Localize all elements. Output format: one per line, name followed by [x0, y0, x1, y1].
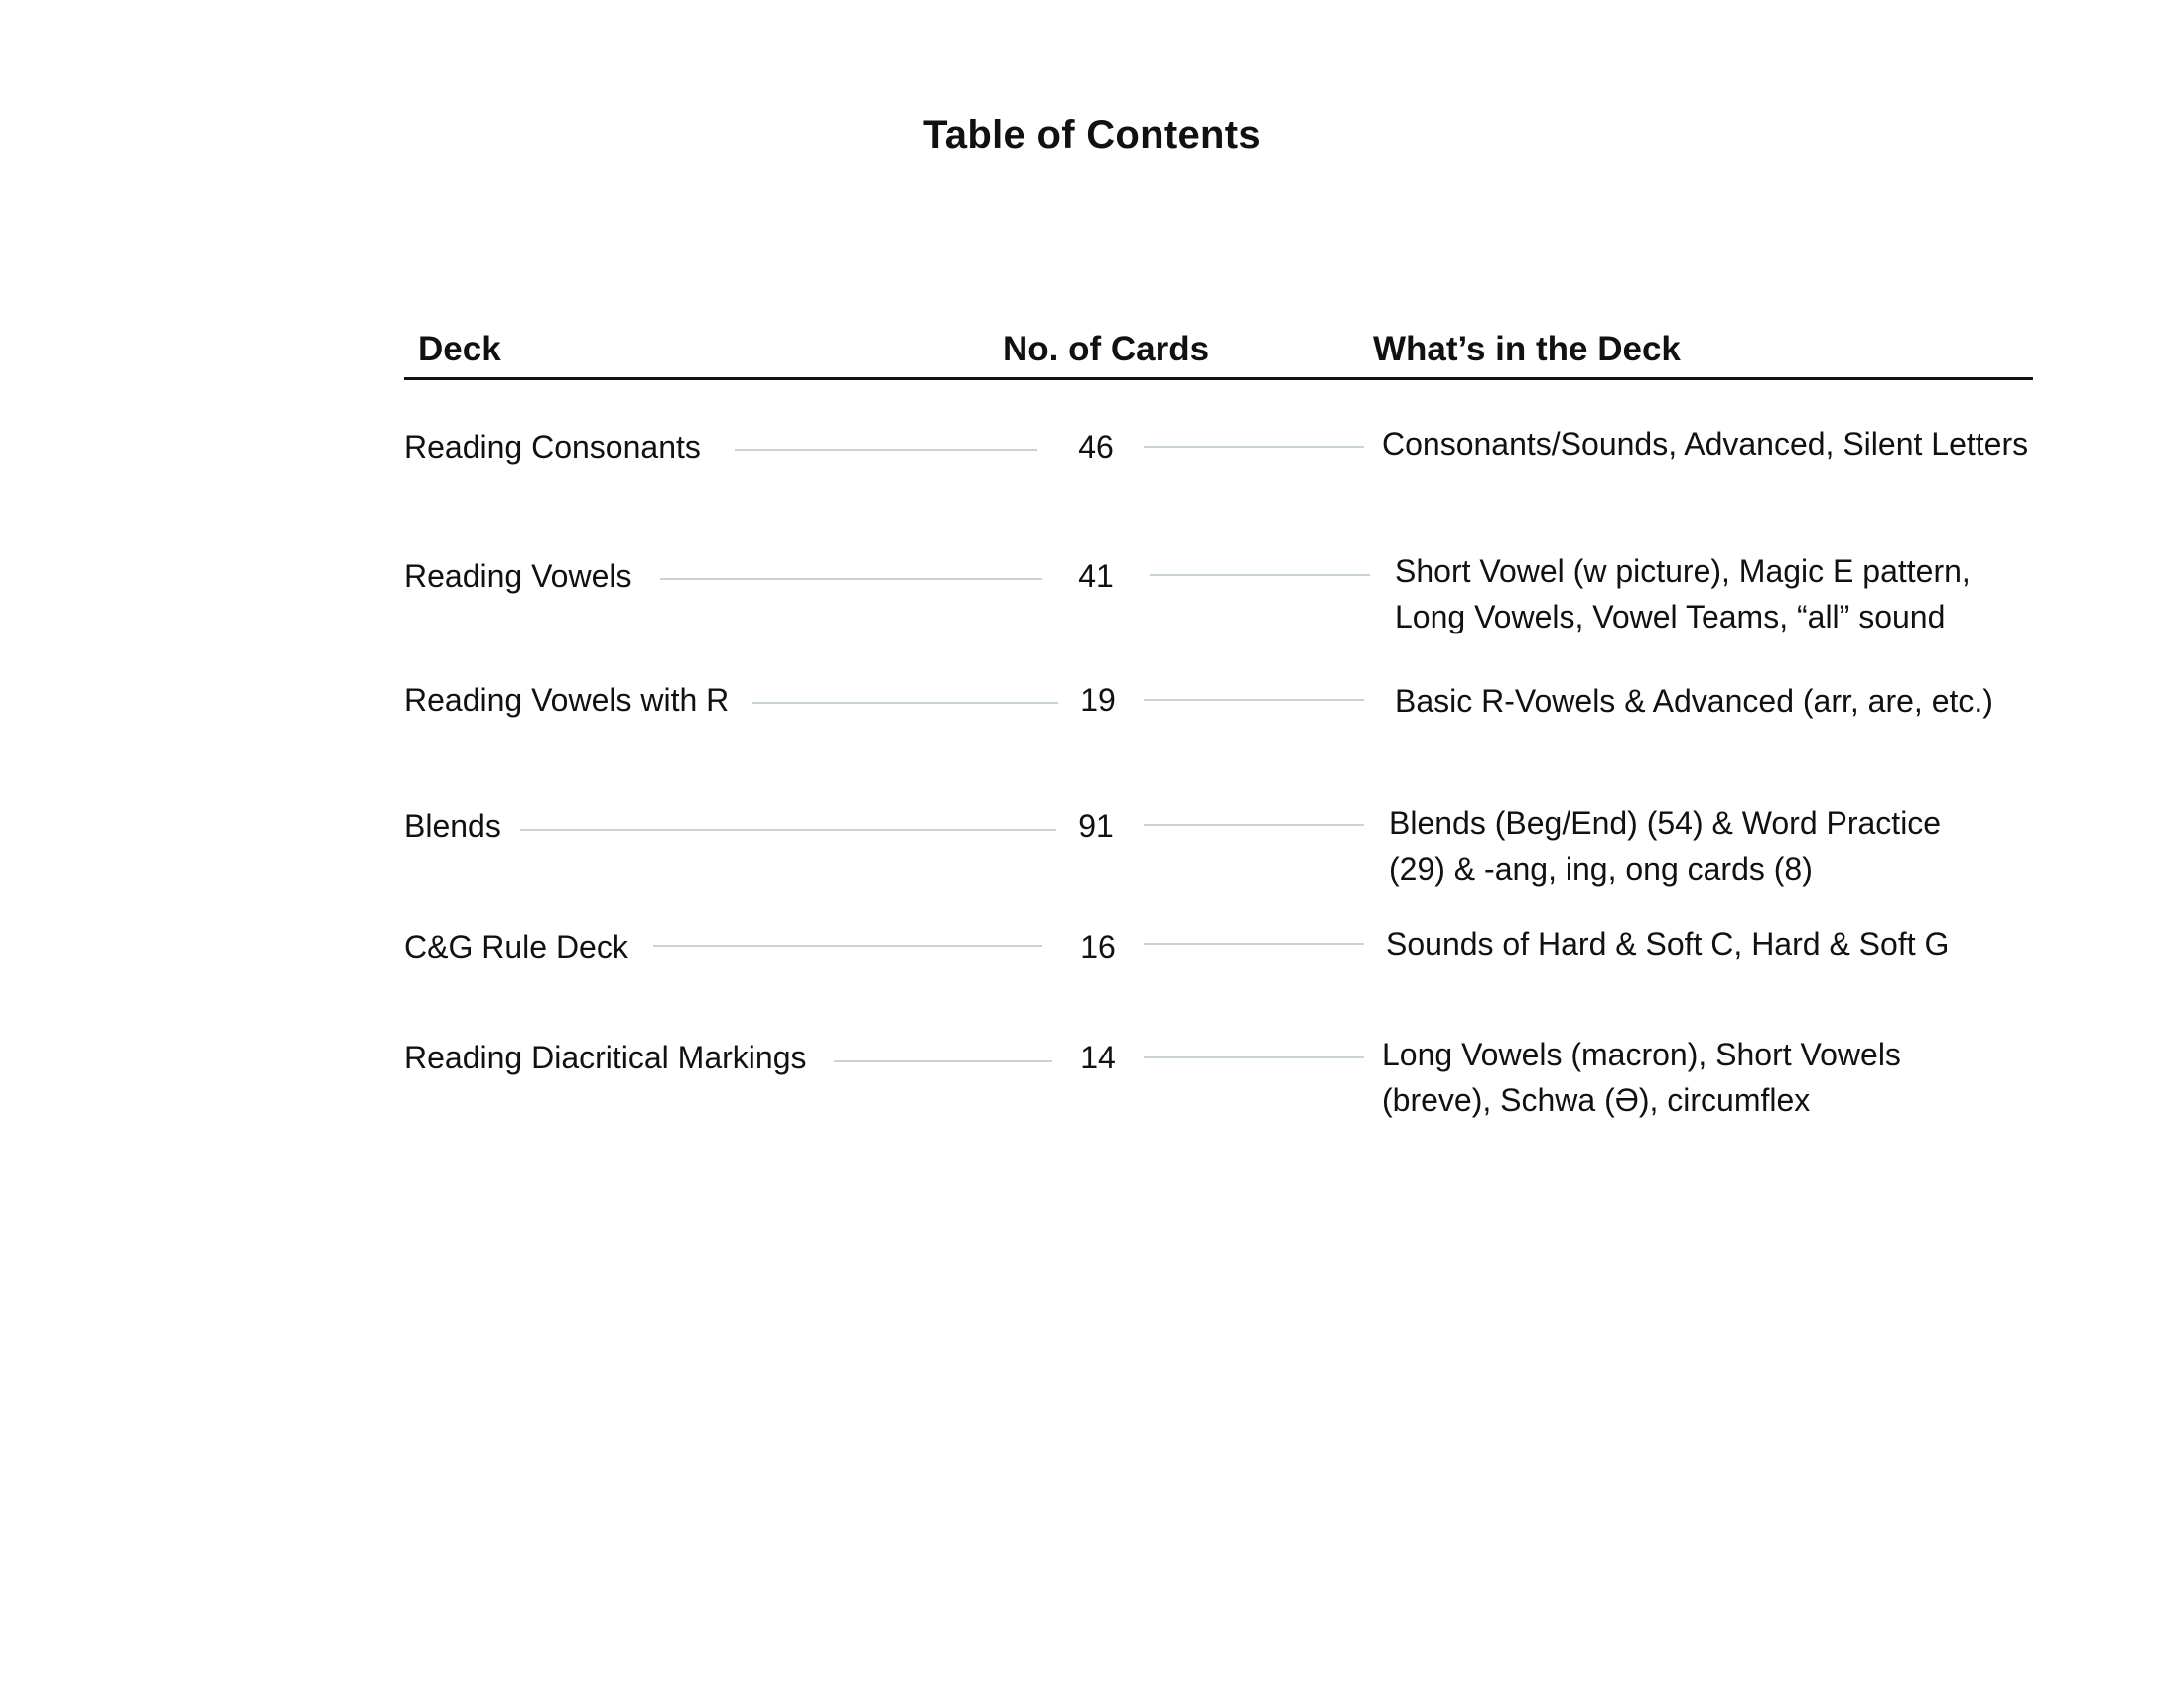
card-count: 91: [1078, 808, 1114, 844]
deck-description: [1382, 1032, 1901, 1123]
description-line: (29) & -ang, ing, ong cards (8): [1389, 851, 1813, 887]
description-line: (breve), Schwa (Ə), circumflex: [1382, 1082, 1811, 1118]
deck-description: [1382, 421, 2028, 467]
leader-line: [660, 578, 1042, 580]
leader-line: [1144, 446, 1364, 448]
header-rule: [404, 377, 2033, 380]
leader-line: [1144, 1056, 1364, 1058]
card-count: 41: [1078, 558, 1114, 594]
card-count: 19: [1080, 682, 1116, 718]
deck-description: [1395, 548, 1971, 639]
deck-description: [1395, 678, 1993, 724]
deck-name: Reading Vowels: [404, 558, 632, 594]
column-header-contents: What’s in the Deck: [1373, 330, 1681, 368]
description-line: Sounds of Hard & Soft C, Hard & Soft G: [1386, 926, 1950, 962]
description-line: Blends (Beg/End) (54) & Word Practice: [1389, 805, 1942, 841]
deck-description: [1386, 921, 1949, 967]
description-line: Long Vowels (macron), Short Vowels: [1382, 1037, 1901, 1072]
deck-name: Reading Vowels with R: [404, 682, 730, 718]
card-count: 16: [1080, 929, 1116, 965]
leader-line: [1144, 943, 1364, 945]
deck-description: [1389, 800, 1941, 892]
leader-line: [1144, 824, 1364, 826]
description-line: Basic R-Vowels & Advanced (arr, are, etc.): [1395, 683, 1993, 719]
card-count: 14: [1080, 1040, 1116, 1075]
leader-line: [834, 1060, 1052, 1062]
leader-line: [520, 829, 1056, 831]
column-header-count: No. of Cards: [1003, 330, 1210, 368]
leader-line: [1144, 699, 1364, 701]
leader-line: [1150, 574, 1370, 576]
page-title: Table of Contents: [923, 113, 1261, 157]
description-line: Long Vowels, Vowel Teams, “all” sound: [1395, 599, 1946, 634]
leader-line: [653, 945, 1042, 947]
deck-name: Blends: [404, 808, 501, 844]
column-header-deck: Deck: [418, 330, 501, 368]
deck-name: Reading Diacritical Markings: [404, 1040, 807, 1075]
deck-name: Reading Consonants: [404, 429, 701, 465]
description-line: Short Vowel (w picture), Magic E pattern,: [1395, 553, 1971, 589]
leader-line: [752, 702, 1058, 704]
description-line: Consonants/Sounds, Advanced, Silent Letters: [1382, 426, 2029, 462]
deck-name: C&G Rule Deck: [404, 929, 628, 965]
card-count: 46: [1078, 429, 1114, 465]
leader-line: [735, 449, 1037, 451]
